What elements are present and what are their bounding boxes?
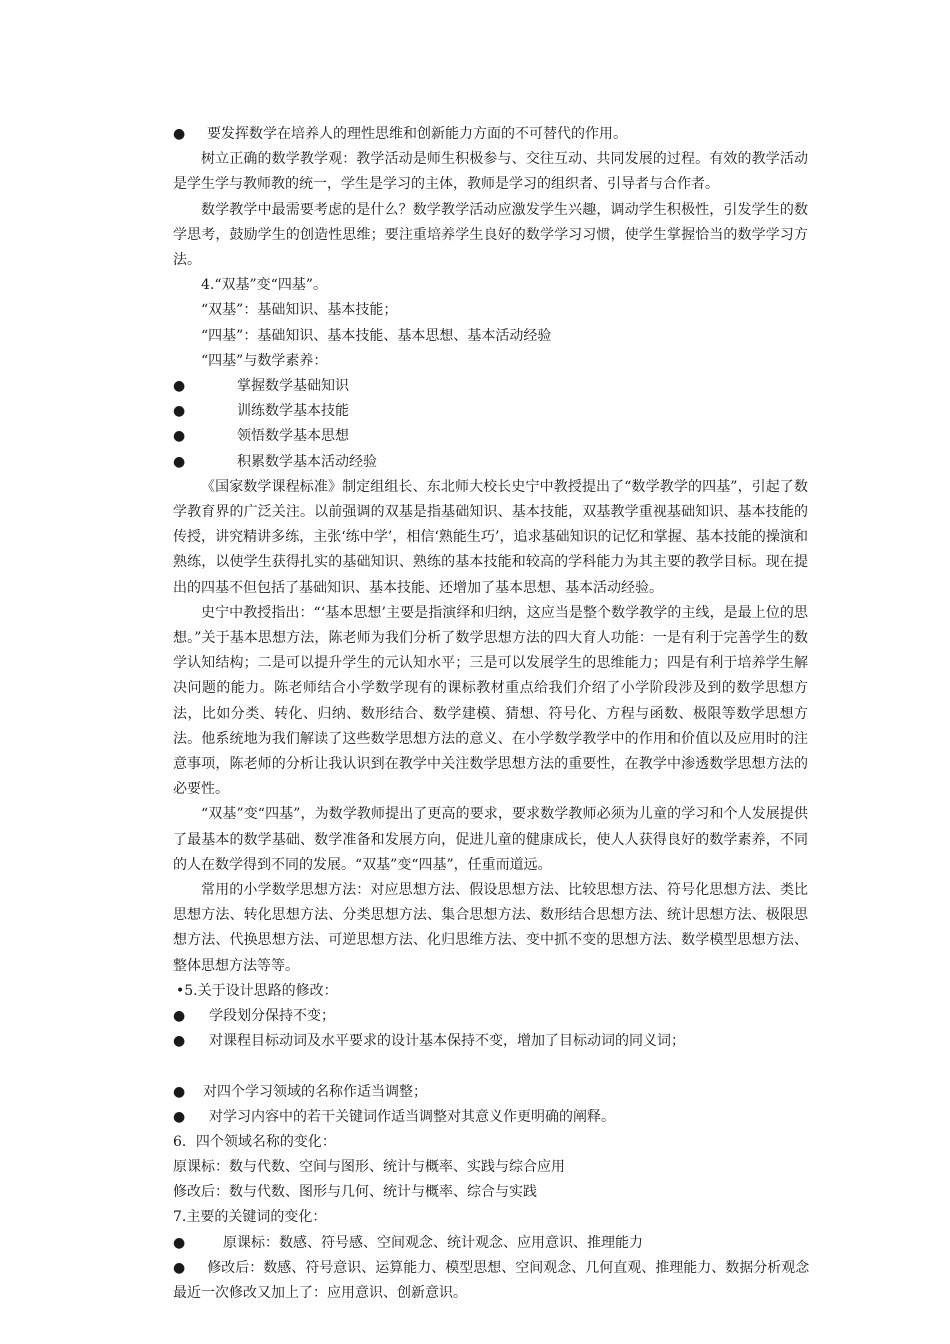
blank-line (173, 1054, 808, 1079)
document-body (173, 122, 808, 1306)
bullet-icon: ● (173, 1108, 186, 1125)
text-line: 原课标：数与代数、空间与图形、统计与概率、实践与综合应用 (173, 1159, 565, 1176)
section-heading: •5.关于设计思路的修改： (176, 982, 338, 999)
text-line: 修改后：数与代数、图形与几何、统计与概率、综合与实践 (173, 1184, 537, 1201)
section-heading: 7.主要的关键词的变化： (173, 1209, 327, 1226)
bullet-text: 学段划分保持不变； (209, 1007, 335, 1024)
bullet-text: 修改后：数感、符号意识、运算能力、模型思想、空间观念、几何直观、推理能力、数据分析观念 (207, 1259, 810, 1276)
bullet-text: 掌握数学基础知识 (237, 377, 349, 394)
bullet-icon: ● (173, 453, 186, 470)
bullet-icon: ● (173, 428, 186, 445)
section-heading: 4.“双基”变“四基”。 (201, 277, 327, 294)
bullet-icon: ● (173, 1007, 186, 1024)
bullet-icon: ● (173, 1033, 186, 1050)
bullet-text: 对学习内容中的若干关键词作适当调整对其意义作更明确的阐释。 (209, 1108, 615, 1125)
bullet-icon: ● (173, 1083, 186, 1100)
bullet-text: 对四个学习领域的名称作适当调整； (203, 1083, 427, 1100)
bullet-text: 原课标：数感、符号感、空间观念、统计观念、应用意识、推理能力 (223, 1234, 643, 1251)
section-heading: 6．四个领域名称的变化： (173, 1133, 336, 1150)
bullet-text: 对课程目标动词及水平要求的设计基本保持不变，增加了目标动词的同义词； (209, 1033, 685, 1050)
paragraph: 《国家数学课程标准》制定组组长、东北师大校长史宁中教授提出了“数学教学的四基”，引起了数学教育界的广泛关注。以前强调的双基是指基础知识、基本技能，双基教学重视基础知识、基本技能的传授，讲究精讲多练，主张‘练中学’，相信‘熟能生巧’，追求基础知识的记忆和掌握、基本技能的操演和熟练，以使学生获得扎实的基础知识、熟练的基本技能和较高的学科能力为其主要的教学目标。现在提出的四基不但包括了基础知识、基本技能、还增加了基本思想、基本活动经验。 (173, 478, 808, 596)
bullet-icon: ● (173, 126, 186, 142)
paragraph: 数学教学中最需要考虑的是什么？数学教学活动应激发学生兴趣，调动学生积极性，引发学生的数学思考，鼓励学生的创造性思维；要注重培养学生良好的数学学习习惯，使学生掌握恰当的数学学习方法。 (173, 201, 808, 268)
bullet-text: 训练数学基本技能 (237, 403, 349, 420)
bullet-item (173, 424, 808, 449)
bullet-item (173, 399, 808, 424)
paragraph: “双基”变“四基”，为数学教师提出了更高的要求，要求数学教师必须为儿童的学习和个人发展提供了最基本的数学基础、数学准备和发展方向，促进儿童的健康成长，使人人获得良好的数学素养，不同的人在数学得到不同的发展。“双基”变“四基”，任重而道远。 (173, 806, 808, 873)
bullet-item (173, 1231, 808, 1256)
bullet-text: 要发挥数学在培养人的理性思维和创新能力方面的不可替代的作用。 (207, 126, 627, 142)
bullet-item (173, 450, 808, 475)
bullet-item (173, 1105, 808, 1130)
text-line: “四基”：基础知识、基本技能、基本思想、基本活动经验 (201, 327, 552, 344)
text-line: “双基”：基础知识、基本技能； (201, 302, 398, 319)
bullet-icon: ● (173, 1259, 186, 1276)
bullet-item (173, 374, 808, 399)
bullet-item (173, 1080, 808, 1105)
bullet-text: 领悟数学基本思想 (237, 428, 349, 445)
paragraph: 树立正确的数学教学观：教学活动是师生积极参与、交往互动、共同发展的过程。有效的教学活动是学生学与教师教的统一，学生是学习的主体，教师是学习的组织者、引导者与合作者。 (173, 151, 808, 193)
paragraph: 常用的小学数学思想方法：对应思想方法、假设思想方法、比较思想方法、符号化思想方法、类比思想方法、转化思想方法、分类思想方法、集合思想方法、数形结合思想方法、统计思想方法、极限思想方法、代换思想方法、可逆思想方法、化归思维方法、变中抓不变的思想方法、数学模型思想方法、整体思想方法等等。 (173, 881, 808, 974)
bullet-icon: ● (173, 377, 186, 394)
text-line: “四基”与数学素养： (201, 352, 328, 369)
bullet-item (173, 122, 808, 147)
bullet-icon: ● (173, 403, 186, 420)
bullet-item (173, 1029, 808, 1054)
paragraph: 史宁中教授指出：“‘基本思想’主要是指演绎和归纳，这应当是整个数学教学的主线，是最上位的思想。”关于基本思想方法，陈老师为我们分析了数学思想方法的四大育人功能：一是有利于完善学生的数学认知结构；二是可以提升学生的元认知水平；三是可以发展学生的思维能力；四是有利于培养学生解决问题的能力。陈老师结合小学数学现有的课标教材重点给我们介绍了小学阶段涉及到的数学思想方法，比如分类、转化、归纳、数形结合、数学建模、猜想、符号化、方程与函数、极限等数学思想方法。他系统地为我们解读了这些数学思想方法的意义、在小学数学教学中的作用和价值以及应用时的注意事项，陈老师的分析让我认识到在教学中关注数学思想方法的重要性，在教学中渗透数学思想方法的必要性。 (173, 604, 808, 798)
text-line: 最近一次修改又加上了：应用意识、创新意识。 (173, 1285, 467, 1302)
bullet-text: 积累数学基本活动经验 (237, 453, 377, 470)
bullet-item (173, 1004, 808, 1029)
bullet-icon: ● (173, 1234, 186, 1251)
bullet-item (173, 1256, 808, 1281)
